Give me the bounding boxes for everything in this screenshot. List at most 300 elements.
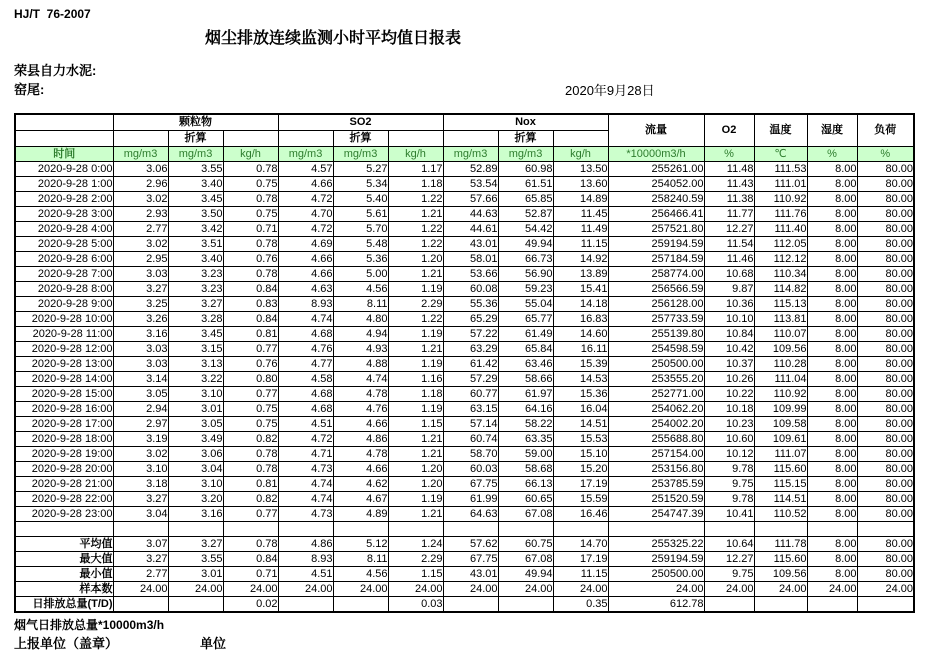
value-cell: 8.00: [807, 432, 857, 447]
value-cell: 10.60: [704, 432, 754, 447]
value-cell: 65.85: [498, 192, 553, 207]
value-cell: 111.01: [754, 177, 807, 192]
summary-value-cell: [857, 597, 914, 613]
summary-value-cell: 2.29: [388, 552, 443, 567]
value-cell: 1.19: [388, 402, 443, 417]
value-cell: 254062.20: [608, 402, 704, 417]
value-cell: 80.00: [857, 162, 914, 177]
value-cell: 115.13: [754, 297, 807, 312]
value-cell: 1.19: [388, 357, 443, 372]
summary-label: 平均值: [15, 537, 113, 552]
summary-value-cell: 11.15: [553, 567, 608, 582]
value-cell: 8.00: [807, 282, 857, 297]
value-cell: 15.20: [553, 462, 608, 477]
value-cell: 3.40: [168, 252, 223, 267]
value-cell: 11.38: [704, 192, 754, 207]
value-cell: 3.27: [113, 492, 168, 507]
value-cell: 4.67: [333, 492, 388, 507]
summary-value-cell: 24.00: [754, 582, 807, 597]
value-cell: 4.89: [333, 507, 388, 522]
value-cell: 80.00: [857, 492, 914, 507]
summary-value-cell: 109.56: [754, 567, 807, 582]
value-cell: 10.41: [704, 507, 754, 522]
value-cell: 256466.41: [608, 207, 704, 222]
value-cell: 8.00: [807, 327, 857, 342]
value-cell: 1.21: [388, 207, 443, 222]
value-cell: 4.69: [278, 237, 333, 252]
value-cell: 4.68: [278, 327, 333, 342]
summary-value-cell: [498, 597, 553, 613]
value-cell: 257521.80: [608, 222, 704, 237]
value-cell: 3.50: [168, 207, 223, 222]
page-title: 烟尘排放连续监测小时平均值日报表: [205, 30, 462, 47]
value-cell: 5.00: [333, 267, 388, 282]
value-cell: 11.48: [704, 162, 754, 177]
value-cell: 2.93: [113, 207, 168, 222]
value-cell: 44.63: [443, 207, 498, 222]
value-cell: 15.41: [553, 282, 608, 297]
value-cell: 257184.59: [608, 252, 704, 267]
value-cell: 0.77: [223, 507, 278, 522]
value-cell: 64.63: [443, 507, 498, 522]
value-cell: 4.74: [278, 312, 333, 327]
value-cell: 80.00: [857, 357, 914, 372]
value-cell: 65.77: [498, 312, 553, 327]
summary-value-cell: 259194.59: [608, 552, 704, 567]
value-cell: 14.89: [553, 192, 608, 207]
value-cell: 2.97: [113, 417, 168, 432]
value-cell: 4.66: [333, 417, 388, 432]
value-cell: 1.20: [388, 462, 443, 477]
summary-value-cell: 14.70: [553, 537, 608, 552]
empty-cell: [704, 522, 754, 537]
time-cell: 2020-9-28 13:00: [15, 357, 113, 372]
value-cell: 13.50: [553, 162, 608, 177]
summary-value-cell: 24.00: [443, 582, 498, 597]
value-cell: 5.36: [333, 252, 388, 267]
value-cell: 8.00: [807, 192, 857, 207]
value-cell: 3.26: [113, 312, 168, 327]
value-cell: 0.78: [223, 237, 278, 252]
value-cell: 14.92: [553, 252, 608, 267]
value-cell: 15.53: [553, 432, 608, 447]
value-cell: 110.34: [754, 267, 807, 282]
value-cell: 110.92: [754, 192, 807, 207]
value-cell: 10.23: [704, 417, 754, 432]
blank-cell: [443, 131, 498, 147]
value-cell: 11.49: [553, 222, 608, 237]
table-row: [15, 462, 914, 477]
value-cell: 0.80: [223, 372, 278, 387]
value-cell: 0.78: [223, 162, 278, 177]
summary-value-cell: 57.62: [443, 537, 498, 552]
summary-value-cell: 24.00: [498, 582, 553, 597]
group-header-particulate: 颗粒物: [113, 114, 278, 131]
value-cell: 67.75: [443, 477, 498, 492]
value-cell: 111.76: [754, 207, 807, 222]
summary-value-cell: 1.24: [388, 537, 443, 552]
summary-value-cell: [113, 597, 168, 613]
value-cell: 110.28: [754, 357, 807, 372]
value-cell: 3.45: [168, 192, 223, 207]
unit-o2-percent: %: [704, 147, 754, 162]
time-cell: 2020-9-28 8:00: [15, 282, 113, 297]
value-cell: 80.00: [857, 372, 914, 387]
value-cell: 253785.59: [608, 477, 704, 492]
value-cell: 8.00: [807, 492, 857, 507]
value-cell: 15.10: [553, 447, 608, 462]
value-cell: 1.21: [388, 432, 443, 447]
summary-value-cell: 24.00: [857, 582, 914, 597]
summary-value-cell: 24.00: [388, 582, 443, 597]
value-cell: 252771.00: [608, 387, 704, 402]
value-cell: 112.12: [754, 252, 807, 267]
value-cell: 56.90: [498, 267, 553, 282]
value-cell: 3.15: [168, 342, 223, 357]
col-header-o2: O2: [704, 114, 754, 147]
value-cell: 58.70: [443, 447, 498, 462]
value-cell: 4.58: [278, 372, 333, 387]
value-cell: 110.07: [754, 327, 807, 342]
summary-value-cell: 24.00: [807, 582, 857, 597]
subheader-converted-nox: 折算: [498, 131, 553, 147]
value-cell: 3.02: [113, 447, 168, 462]
value-cell: 10.26: [704, 372, 754, 387]
value-cell: 4.56: [333, 282, 388, 297]
summary-value-cell: 3.55: [168, 552, 223, 567]
value-cell: 4.86: [333, 432, 388, 447]
value-cell: 58.22: [498, 417, 553, 432]
value-cell: 1.19: [388, 327, 443, 342]
value-cell: 3.23: [168, 267, 223, 282]
value-cell: 3.10: [168, 387, 223, 402]
value-cell: 0.78: [223, 447, 278, 462]
summary-value-cell: [704, 597, 754, 613]
value-cell: 60.03: [443, 462, 498, 477]
summary-value-cell: 17.19: [553, 552, 608, 567]
value-cell: 3.10: [168, 477, 223, 492]
value-cell: 60.77: [443, 387, 498, 402]
value-cell: 8.00: [807, 402, 857, 417]
value-cell: 5.70: [333, 222, 388, 237]
value-cell: 3.04: [168, 462, 223, 477]
unit-load-percent: %: [857, 147, 914, 162]
value-cell: 111.07: [754, 447, 807, 462]
value-cell: 3.16: [113, 327, 168, 342]
table-row: [15, 312, 914, 327]
value-cell: 1.18: [388, 387, 443, 402]
table-row: [15, 492, 914, 507]
value-cell: 8.00: [807, 207, 857, 222]
table-row: [15, 327, 914, 342]
value-cell: 17.19: [553, 477, 608, 492]
time-cell: 2020-9-28 0:00: [15, 162, 113, 177]
value-cell: 80.00: [857, 237, 914, 252]
value-cell: 1.16: [388, 372, 443, 387]
value-cell: 5.40: [333, 192, 388, 207]
summary-value-cell: 3.27: [113, 552, 168, 567]
value-cell: 10.12: [704, 447, 754, 462]
value-cell: 61.49: [498, 327, 553, 342]
table-row: [15, 267, 914, 282]
blank-cell: [553, 131, 608, 147]
value-cell: 80.00: [857, 462, 914, 477]
value-cell: 0.78: [223, 192, 278, 207]
value-cell: 3.18: [113, 477, 168, 492]
summary-value-cell: 3.27: [168, 537, 223, 552]
value-cell: 60.65: [498, 492, 553, 507]
summary-value-cell: 9.75: [704, 567, 754, 582]
value-cell: 255139.80: [608, 327, 704, 342]
value-cell: 4.76: [278, 342, 333, 357]
value-cell: 58.68: [498, 462, 553, 477]
value-cell: 8.00: [807, 417, 857, 432]
value-cell: 111.04: [754, 372, 807, 387]
value-cell: 1.21: [388, 267, 443, 282]
value-cell: 63.29: [443, 342, 498, 357]
value-cell: 80.00: [857, 252, 914, 267]
value-cell: 1.21: [388, 342, 443, 357]
value-cell: 1.21: [388, 447, 443, 462]
unit-pm-mg: mg/m3: [113, 147, 168, 162]
value-cell: 4.94: [333, 327, 388, 342]
unit-pm-kg: kg/h: [223, 147, 278, 162]
value-cell: 10.42: [704, 342, 754, 357]
value-cell: 4.57: [278, 162, 333, 177]
value-cell: 3.27: [168, 297, 223, 312]
value-cell: 1.15: [388, 417, 443, 432]
summary-value-cell: [443, 597, 498, 613]
summary-row: [15, 552, 914, 567]
value-cell: 3.40: [168, 177, 223, 192]
value-cell: 60.74: [443, 432, 498, 447]
location-name: 窑尾:: [14, 82, 45, 97]
value-cell: 8.93: [278, 297, 333, 312]
empty-cell: [807, 522, 857, 537]
value-cell: 3.23: [168, 282, 223, 297]
value-cell: 0.75: [223, 177, 278, 192]
summary-value-cell: [807, 597, 857, 613]
value-cell: 0.76: [223, 252, 278, 267]
empty-cell: [754, 522, 807, 537]
value-cell: 1.21: [388, 507, 443, 522]
value-cell: 60.98: [498, 162, 553, 177]
value-cell: 4.72: [278, 192, 333, 207]
time-cell: 2020-9-28 20:00: [15, 462, 113, 477]
blank-cell: [223, 131, 278, 147]
value-cell: 11.54: [704, 237, 754, 252]
summary-value-cell: 67.75: [443, 552, 498, 567]
table-row: [15, 192, 914, 207]
value-cell: 61.97: [498, 387, 553, 402]
value-cell: 255261.00: [608, 162, 704, 177]
summary-value-cell: 24.00: [333, 582, 388, 597]
value-cell: 1.19: [388, 492, 443, 507]
table-row: [15, 177, 914, 192]
value-cell: 0.75: [223, 402, 278, 417]
value-cell: 57.14: [443, 417, 498, 432]
value-cell: 257154.00: [608, 447, 704, 462]
value-cell: 53.54: [443, 177, 498, 192]
time-cell: 2020-9-28 18:00: [15, 432, 113, 447]
value-cell: 0.81: [223, 327, 278, 342]
value-cell: 9.75: [704, 477, 754, 492]
table-row: [15, 387, 914, 402]
value-cell: 11.77: [704, 207, 754, 222]
value-cell: 49.94: [498, 237, 553, 252]
value-cell: 4.66: [278, 177, 333, 192]
summary-value-cell: 3.01: [168, 567, 223, 582]
summary-value-cell: 24.00: [168, 582, 223, 597]
value-cell: 16.04: [553, 402, 608, 417]
empty-cell: [223, 522, 278, 537]
value-cell: 80.00: [857, 417, 914, 432]
value-cell: 59.23: [498, 282, 553, 297]
value-cell: 112.05: [754, 237, 807, 252]
value-cell: 8.00: [807, 462, 857, 477]
table-row: [15, 447, 914, 462]
value-cell: 15.36: [553, 387, 608, 402]
summary-value-cell: 8.00: [807, 537, 857, 552]
table-row: [15, 417, 914, 432]
summary-row: [15, 567, 914, 582]
value-cell: 109.56: [754, 342, 807, 357]
value-cell: 54.42: [498, 222, 553, 237]
value-cell: 9.78: [704, 492, 754, 507]
value-cell: 259194.59: [608, 237, 704, 252]
value-cell: 3.22: [168, 372, 223, 387]
blank-cell: [15, 131, 113, 147]
value-cell: 3.01: [168, 402, 223, 417]
table-row: [15, 252, 914, 267]
empty-cell: [333, 522, 388, 537]
value-cell: 14.60: [553, 327, 608, 342]
value-cell: 0.77: [223, 387, 278, 402]
value-cell: 9.87: [704, 282, 754, 297]
summary-value-cell: 5.12: [333, 537, 388, 552]
value-cell: 258240.59: [608, 192, 704, 207]
value-cell: 111.40: [754, 222, 807, 237]
value-cell: 2.29: [388, 297, 443, 312]
value-cell: 251520.59: [608, 492, 704, 507]
value-cell: 1.17: [388, 162, 443, 177]
empty-cell: [608, 522, 704, 537]
empty-cell: [498, 522, 553, 537]
value-cell: 1.19: [388, 282, 443, 297]
time-cell: 2020-9-28 3:00: [15, 207, 113, 222]
value-cell: 80.00: [857, 432, 914, 447]
time-cell: 2020-9-28 21:00: [15, 477, 113, 492]
value-cell: 1.20: [388, 252, 443, 267]
value-cell: 80.00: [857, 477, 914, 492]
value-cell: 258774.00: [608, 267, 704, 282]
group-header-so2: SO2: [278, 114, 443, 131]
value-cell: 3.03: [113, 267, 168, 282]
summary-value-cell: 24.00: [704, 582, 754, 597]
value-cell: 0.82: [223, 492, 278, 507]
value-cell: 113.81: [754, 312, 807, 327]
value-cell: 250500.00: [608, 357, 704, 372]
value-cell: 80.00: [857, 402, 914, 417]
value-cell: 5.34: [333, 177, 388, 192]
subheader-converted-pm: 折算: [168, 131, 223, 147]
value-cell: 58.01: [443, 252, 498, 267]
summary-label: 最大值: [15, 552, 113, 567]
value-cell: 109.99: [754, 402, 807, 417]
value-cell: 3.05: [168, 417, 223, 432]
summary-value-cell: 4.86: [278, 537, 333, 552]
value-cell: 0.76: [223, 357, 278, 372]
value-cell: 2.95: [113, 252, 168, 267]
value-cell: 4.77: [278, 357, 333, 372]
value-cell: 8.00: [807, 162, 857, 177]
summary-row: [15, 582, 914, 597]
value-cell: 10.10: [704, 312, 754, 327]
value-cell: 2.96: [113, 177, 168, 192]
time-cell: 2020-9-28 22:00: [15, 492, 113, 507]
value-cell: 4.68: [278, 402, 333, 417]
value-cell: 4.72: [278, 222, 333, 237]
value-cell: 61.42: [443, 357, 498, 372]
summary-value-cell: 24.00: [608, 582, 704, 597]
value-cell: 57.66: [443, 192, 498, 207]
value-cell: 1.22: [388, 222, 443, 237]
value-cell: 14.18: [553, 297, 608, 312]
summary-value-cell: 60.75: [498, 537, 553, 552]
value-cell: 11.43: [704, 177, 754, 192]
value-cell: 80.00: [857, 192, 914, 207]
value-cell: 11.46: [704, 252, 754, 267]
value-cell: 4.74: [333, 372, 388, 387]
value-cell: 3.51: [168, 237, 223, 252]
value-cell: 4.74: [278, 477, 333, 492]
value-cell: 10.36: [704, 297, 754, 312]
value-cell: 3.03: [113, 357, 168, 372]
value-cell: 16.83: [553, 312, 608, 327]
value-cell: 52.87: [498, 207, 553, 222]
unit-pm-converted-mg: mg/m3: [168, 147, 223, 162]
summary-label: 日排放总量(T/D): [15, 597, 113, 613]
value-cell: 8.00: [807, 342, 857, 357]
flue-gas-total-note: 烟气日排放总量*10000m3/h: [14, 618, 165, 632]
value-cell: 3.45: [168, 327, 223, 342]
value-cell: 60.08: [443, 282, 498, 297]
table-row: [15, 477, 914, 492]
summary-value-cell: 115.60: [754, 552, 807, 567]
value-cell: 43.01: [443, 237, 498, 252]
company-name: 荣县自力水泥:: [14, 63, 97, 78]
value-cell: 1.22: [388, 192, 443, 207]
value-cell: 57.22: [443, 327, 498, 342]
value-cell: 13.89: [553, 267, 608, 282]
value-cell: 53.66: [443, 267, 498, 282]
value-cell: 110.52: [754, 507, 807, 522]
empty-cell: [388, 522, 443, 537]
summary-value-cell: 24.00: [278, 582, 333, 597]
blank-cell: [278, 131, 333, 147]
value-cell: 55.36: [443, 297, 498, 312]
value-cell: 0.82: [223, 432, 278, 447]
table-row: [15, 372, 914, 387]
value-cell: 10.37: [704, 357, 754, 372]
value-cell: 15.39: [553, 357, 608, 372]
value-cell: 4.62: [333, 477, 388, 492]
value-cell: 255688.80: [608, 432, 704, 447]
empty-cell: [15, 522, 113, 537]
value-cell: 8.00: [807, 357, 857, 372]
value-cell: 3.05: [113, 387, 168, 402]
value-cell: 0.81: [223, 477, 278, 492]
